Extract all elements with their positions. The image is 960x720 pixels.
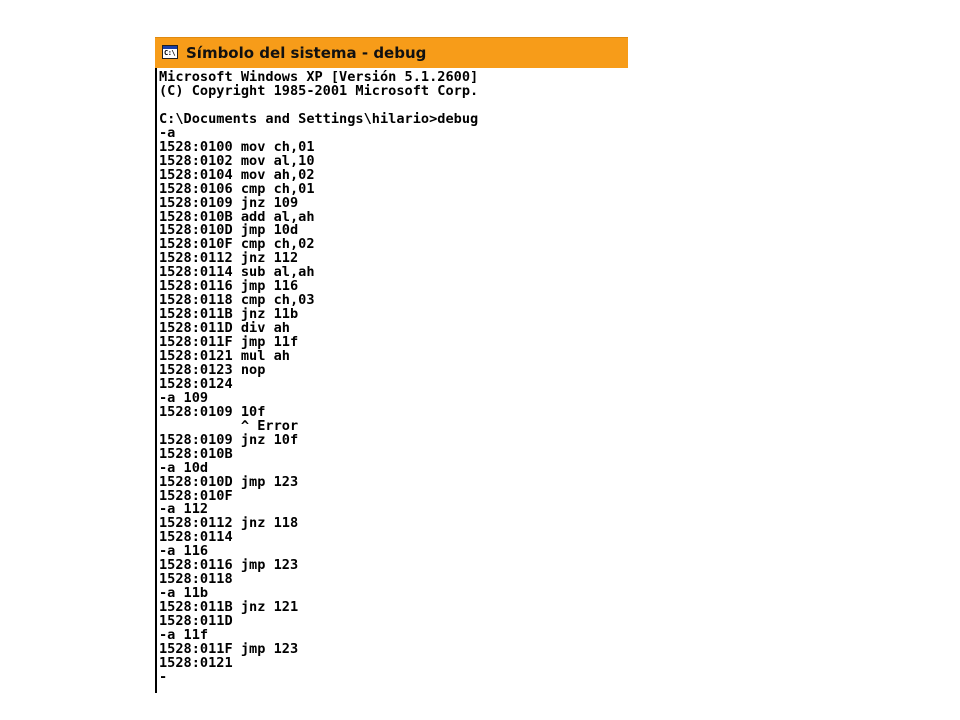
window-title: Símbolo del sistema - debug: [186, 44, 427, 62]
console-line: 1528:010F: [159, 487, 233, 504]
console-line: 1528:011B jnz 121: [159, 599, 299, 616]
console-window: [155, 37, 628, 693]
console-line: 1528:0109 jnz 10f: [159, 431, 299, 448]
console-line: 1528:0118 cmp ch,03: [159, 292, 315, 309]
console-line: 1528:0114: [159, 529, 233, 546]
console-line: 1528:011F jmp 123: [159, 640, 299, 657]
console-line: 1528:010B add al,ah: [159, 208, 315, 225]
console-line: -a 11b: [159, 585, 209, 602]
console-line: 1528:0121: [159, 654, 233, 671]
console-line: Microsoft Windows XP [Versión 5.1.2600]: [159, 69, 479, 85]
console-line: 1528:011D div ah: [159, 320, 290, 337]
console-line: 1528:0109 10f: [159, 403, 266, 420]
console-line: 1528:011D: [159, 613, 233, 630]
console-output[interactable]: [155, 68, 628, 693]
console-line: 1528:0114 sub al,ah: [159, 264, 315, 281]
console-line: 1528:011B jnz 11b: [159, 306, 299, 323]
console-line: 1528:0112 jnz 118: [159, 515, 299, 532]
console-line: -a 10d: [159, 459, 209, 476]
console-line: 1528:010B: [159, 445, 233, 462]
console-line: ^ Error: [159, 417, 299, 434]
prompt-line: -: [159, 668, 168, 685]
console-line: 1528:0100 mov ch,01: [159, 138, 315, 155]
console-line: C:\Documents and Settings\hilario>debug: [159, 110, 479, 127]
console-line: 1528:0118: [159, 571, 233, 588]
console-line: (C) Copyright 1985-2001 Microsoft Corp.: [159, 82, 479, 99]
console-line: 1528:010F cmp ch,02: [159, 236, 315, 253]
console-line: -a 11f: [159, 627, 209, 643]
console-line: -a 116: [159, 543, 209, 560]
console-line: -a 109: [159, 389, 209, 406]
console-line: 1528:0124: [159, 375, 233, 392]
console-line: 1528:0123 nop: [159, 361, 266, 378]
console-line: 1528:011F jmp 11f: [159, 334, 299, 351]
console-line: -a: [159, 124, 176, 141]
cmd-icon[interactable]: [162, 45, 178, 59]
console-line: 1528:010D jmp 10d: [159, 222, 299, 239]
title-bar[interactable]: [155, 37, 628, 68]
console-line: 1528:0109 jnz 109: [159, 194, 299, 211]
console-line: 1528:0106 cmp ch,01: [159, 180, 315, 197]
cmd-icon-label: C:\: [164, 49, 176, 57]
console-line: 1528:0104 mov ah,02: [159, 166, 315, 183]
console-line: -a 112: [159, 501, 209, 518]
console-line: 1528:0116 jmp 116: [159, 278, 299, 295]
console-line: 1528:0112 jnz 112: [159, 250, 299, 267]
console-line: 1528:010D jmp 123: [159, 473, 299, 490]
console-line: 1528:0121 mul ah: [159, 348, 290, 364]
console-line: 1528:0102 mov al,10: [159, 152, 315, 169]
console-line: 1528:0116 jmp 123: [159, 557, 299, 574]
